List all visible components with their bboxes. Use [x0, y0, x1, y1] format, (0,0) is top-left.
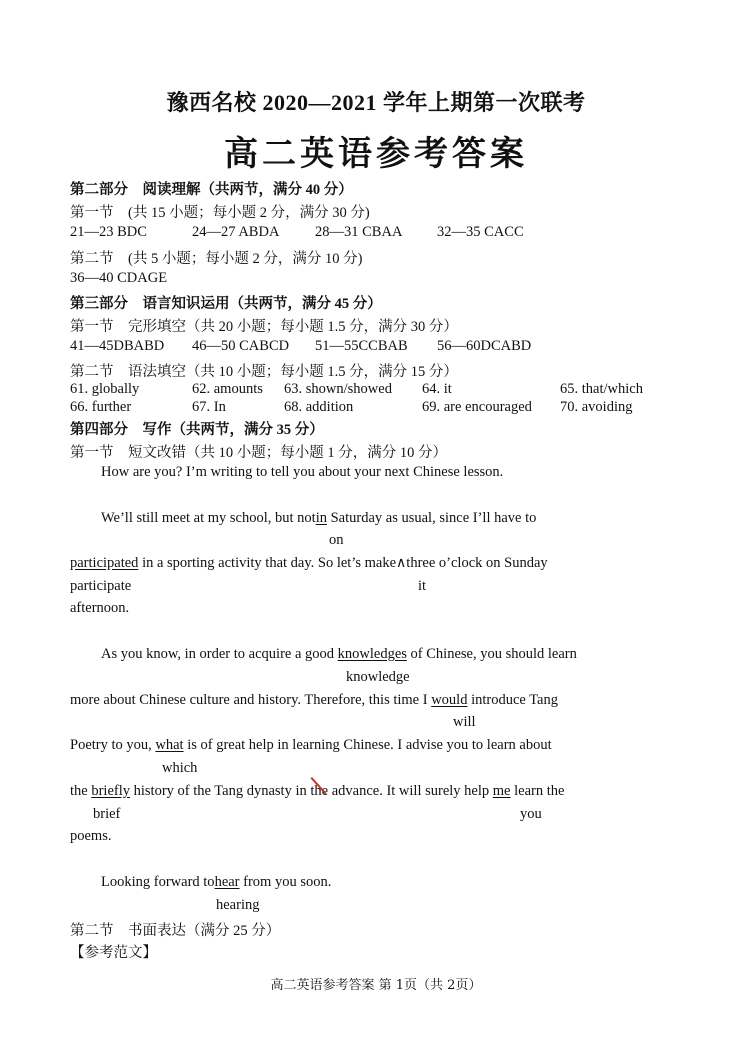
answer-group: 32—35 CACC: [437, 224, 524, 240]
insertion-caret-icon: ∧: [396, 556, 407, 571]
part2-sec2-heading: 第二节 (共 5 小题；每小题 2 分，满分 10 分): [70, 251, 363, 267]
error-word: knowledges: [337, 646, 407, 662]
part3-heading: 第三部分 语言知识运用（共两节，满分 45 分）: [70, 296, 382, 312]
answer-group: 21—23 BDC: [70, 224, 147, 240]
correction-word: hearing: [216, 897, 260, 913]
essay-line: [70, 737, 552, 754]
grammar-answer: 65. that/which: [560, 381, 643, 397]
correction-word: which: [162, 760, 198, 776]
correction-word: will: [453, 714, 476, 730]
part4-sec2-heading: 第二节 书面表达（满分 25 分）: [70, 923, 281, 939]
essay-text: more about Chinese culture and history. Therefore, this time I: [70, 692, 428, 708]
essay-text: from you soon.: [243, 874, 332, 890]
correction-word: it: [418, 578, 427, 594]
correction-word: knowledge: [346, 669, 410, 685]
grammar-answer: 62. amounts: [192, 381, 263, 397]
essay-text: history of the Tang dynasty in: [133, 783, 307, 799]
essay-text: We’ll still meet at my school, but not: [101, 510, 316, 526]
error-word: participated: [70, 555, 139, 571]
essay-line: [101, 510, 536, 527]
exam-subtitle: 豫西名校 2020—2021 学年上期第一次联考: [166, 90, 586, 115]
part3-sec2-heading: 第二节 语法填空（共 10 小题；每小题 1.5 分，满分 15 分）: [70, 364, 458, 380]
grammar-answer: 61. globally: [70, 381, 140, 397]
part2-sec1-heading: 第一节 (共 15 小题；每小题 2 分，满分 30 分): [70, 205, 370, 221]
error-word: what: [155, 737, 184, 753]
essay-line: [101, 874, 331, 891]
grammar-answer: 67. In: [192, 399, 226, 415]
sample-essay-label: 【参考范文】: [70, 945, 157, 961]
part4-heading: 第四部分 写作（共两节，满分 35 分）: [70, 422, 324, 438]
answer-group: 56—60DCABD: [437, 338, 532, 354]
essay-text: of Chinese, you should learn: [410, 646, 577, 662]
correction-word: participate: [70, 578, 132, 594]
part2-heading: 第二部分 阅读理解（共两节，满分 40 分）: [70, 182, 353, 198]
essay-text: introduce Tang: [471, 692, 558, 708]
essay-line: poems.: [70, 828, 112, 844]
answer-group: 24—27 ABDA: [192, 224, 280, 240]
essay-line: [70, 555, 548, 572]
answer-group: 46—50 CABCD: [192, 338, 290, 354]
essay-line: [70, 692, 558, 709]
answer-group: 41—45DBABD: [70, 338, 165, 354]
part3-sec1-heading: 第一节 完形填空（共 20 小题；每小题 1.5 分，满分 30 分）: [70, 319, 458, 335]
essay-line: [101, 646, 577, 663]
error-word: would: [431, 692, 468, 708]
grammar-answer: 68. addition: [284, 399, 354, 415]
essay-text: Looking forward to: [101, 874, 215, 890]
grammar-answer: 64. it: [422, 381, 452, 397]
grammar-answer: 70. avoiding: [560, 399, 633, 415]
essay-text: the: [70, 783, 88, 799]
correction-word: brief: [93, 806, 121, 822]
error-word: me: [492, 783, 511, 799]
deleted-word: the: [310, 783, 329, 799]
essay-text: Saturday as usual, since I’ll have to: [330, 510, 537, 526]
correction-word: on: [329, 532, 344, 548]
essay-text: advance. It will surely help: [331, 783, 490, 799]
essay-text: Poetry to you,: [70, 737, 152, 753]
error-word: briefly: [91, 783, 130, 799]
correction-word: you: [520, 806, 542, 822]
essay-line: afternoon.: [70, 600, 130, 616]
part4-sec1-heading: 第一节 短文改错（共 10 小题；每小题 1 分，满分 10 分）: [70, 445, 447, 461]
grammar-answer: 69. are encouraged: [422, 399, 532, 415]
page-footer: 高二英语参考答案 第 1页（共 2页）: [270, 978, 482, 993]
grammar-answer: 66. further: [70, 399, 132, 415]
grammar-answer: 63. shown/showed: [284, 381, 392, 397]
essay-text: is of great help in learning Chinese. I advise you to learn about: [187, 737, 552, 753]
essay-text: in a sporting activity that day. So let’s make: [142, 555, 397, 571]
answer-group: 36—40 CDAGE: [70, 270, 168, 286]
error-word: in: [315, 510, 327, 526]
essay-text: learn the: [514, 783, 565, 799]
essay-text: three o’clock on Sunday: [406, 555, 548, 571]
essay-line: How are you? I’m writing to tell you about your next Chinese lesson.: [101, 464, 504, 480]
error-word: hear: [214, 874, 240, 890]
answer-group: 28—31 CBAA: [315, 224, 403, 240]
page-title: 高二英语参考答案: [224, 136, 528, 173]
essay-text: As you know, in order to acquire a good: [101, 646, 335, 662]
essay-line: [70, 783, 564, 800]
answer-group: 51—55CCBAB: [315, 338, 408, 354]
